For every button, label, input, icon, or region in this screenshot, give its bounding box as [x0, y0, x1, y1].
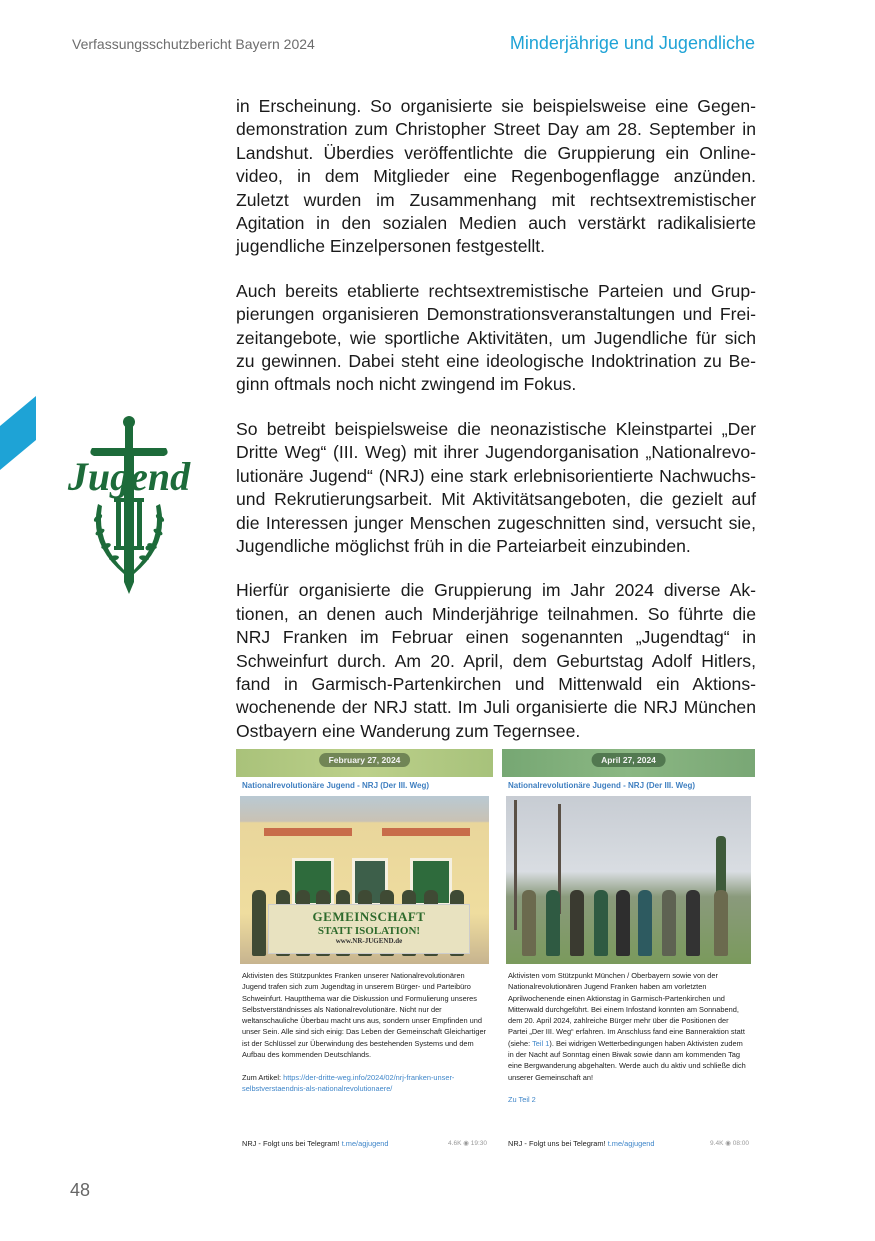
paragraph: Auch bereits etablierte rechtsextremistische Parteien und Gruppierungen organisieren Demonstrationsveranstaltungen und Freizeitangebote, wie sportliche Aktivitäten, um Jugendliche für sich zu gewinnen. Dabei steht eine ideologische Indoktrination zu Beginn oftmals noch nicht zwingend im Fokus.: [236, 280, 756, 395]
date-pill: February 27, 2024: [319, 753, 411, 767]
post-time: 19:30: [470, 1140, 487, 1147]
telegram-link[interactable]: t.me/agjugend: [341, 1139, 389, 1148]
post-date-bar: [502, 749, 755, 777]
channel-name: Nationalrevolutionäre Jugend - NRJ (Der III. Weg): [502, 777, 755, 796]
post-caption: Aktivisten des Stützpunktes Franken unserer Nationalrevolutionären Jugend trafen sich zum Jugendtag in unserem Bürger- und Parteibüro Schweinfurt. Hauptthema war die Diskussion und Formulierung unseres Selbstverständnisses als Nationalrevolutionäre. Nicht nur der weltanschauliche Überbau macht uns aus, sondern unser Empfinden und unser Sein. Alle sind sich einig: Das Leben der Gemeinschaft Gleichartiger ist der Schlüssel zur Überwindung des bestehenden Systems und dem Aufbau des kommenden Deutschlands. Zum Artikel: https://der-dritte-weg.info/2024/02/nrj-franken-unser-selbstverstaendnis-als-nationalrevolutionaere/: [242, 971, 487, 1093]
running-header-publication: Verfassungsschutzbericht Bayern 2024: [72, 36, 315, 52]
post-date-bar: [236, 749, 493, 777]
post-footer: NRJ - Folgt uns bei Telegram! t.me/agjugend 4.6K ◉ 19:30: [242, 1139, 487, 1148]
eye-icon: ◉: [463, 1140, 469, 1147]
date-pill: April 27, 2024: [591, 753, 666, 767]
part1-link[interactable]: Teil 1: [532, 1038, 550, 1048]
channel-name: Nationalrevolutionäre Jugend - NRJ (Der III. Weg): [236, 777, 493, 796]
post-photo: [240, 796, 489, 964]
awning: [264, 828, 352, 836]
page-number: 48: [70, 1180, 91, 1200]
post-photo: [506, 796, 751, 964]
telegram-link[interactable]: t.me/agjugend: [607, 1139, 655, 1148]
banner: GEMEINSCHAFT STATT ISOLATION! www.NR-JUGEND.de: [268, 904, 470, 954]
post-time: 08:00: [732, 1140, 749, 1147]
body-text: [236, 95, 756, 764]
post-footer: NRJ - Folgt uns bei Telegram! t.me/agjugend 9.4K ◉ 08:00: [508, 1139, 749, 1148]
part2-link[interactable]: Zu Teil 2: [508, 1095, 536, 1105]
running-header-section: Minderjährige und Jugendliche: [509, 33, 755, 53]
paragraph: So betreibt beispielsweise die neonazistische Kleinstpartei „Der Dritte Weg“ (III. Weg) mit ihrer Jugendorganisation „Nationalrevolutionäre Jugend“ (NRJ) eine stark erlebnisorientierte Nachwuchs- und Rekrutierungsarbeit. Mit Aktivitätsangeboten, die gezielt auf die Interessen junger Menschen zugeschnitten sind, versucht sie, Jugendliche möglichst früh in die Parteiarbeit einzubinden.: [236, 418, 756, 556]
svg-text:Jugend: Jugend: [67, 454, 191, 499]
telegram-post-screenshot: [502, 749, 755, 1152]
paragraph: in Erscheinung. So organisierte sie beispielsweise eine Gegendemonstration zum Christopher Street Day am 28. September in Landshut. Überdies veröffentlichte die Gruppierung ein Onlinevideo, in dem Mitglieder eine Regenbogenflagge anzünden. Zuletzt wurden im Zusammenhang mit rechtsextremistischer Agitation in den sozialen Medien auch verstärkt radikalisierte jugendliche Einzelpersonen festgestellt.: [236, 96, 756, 257]
awning: [382, 828, 470, 836]
view-count: 9.4K: [710, 1140, 724, 1147]
paragraph: Hierfür organisierte die Gruppierung im Jahr 2024 diverse Aktionen, an denen auch Minderjährige teilnahmen. So führte die NRJ Franken im Februar einen sogenannten „Jugendtag“ in Schweinfurt durch. Am 20. April, dem Geburtstag Adolf Hitlers, fand in Garmisch-Partenkirchen und Mittenwald ein Aktionswochenende der NRJ statt. Im Juli organisierte die NRJ München Ostbayern eine Wanderung zum Tegernsee.: [236, 580, 756, 741]
post-caption: Aktivisten vom Stützpunkt München / Oberbayern sowie von der Nationalrevolutionären Jugend Franken haben am vorletzten Aprilwochenende einen Aktionstag in Garmisch-Partenkirchen und Mittenwald durchgeführt. Bei einem Infostand konnten am Sonnabend, dem 20. April 2024, zahlreiche Bürger mehr über die Positionen der Partei „Der III. Weg“ erfahren. Im Anschluss fand eine Banneraktion statt (siehe: Teil 1). Bei widrigen Wetterbedingungen haben Aktivisten zudem in der Nacht auf Sonntag einen Biwak sowie dann am kommenden Tag eine Bergwanderung abgehalten. Werde auch du aktiv und schließe dich unserer Gemeinschaft an! Zu Teil 2: [508, 971, 746, 1105]
sword-wreath-icon: [58, 414, 200, 598]
view-count: 4.6K: [448, 1140, 462, 1147]
telegram-post-screenshot: [236, 749, 493, 1152]
eye-icon: ◉: [725, 1140, 731, 1147]
article-link[interactable]: https://der-dritte-weg.info/2024/02/nrj-franken-unser-selbstverstaendnis-als-nationalrevolutionaere/: [242, 1072, 455, 1093]
group-of-people: [506, 884, 751, 964]
accent-stripe-icon: [0, 396, 36, 470]
jugend-logo: [58, 414, 200, 598]
